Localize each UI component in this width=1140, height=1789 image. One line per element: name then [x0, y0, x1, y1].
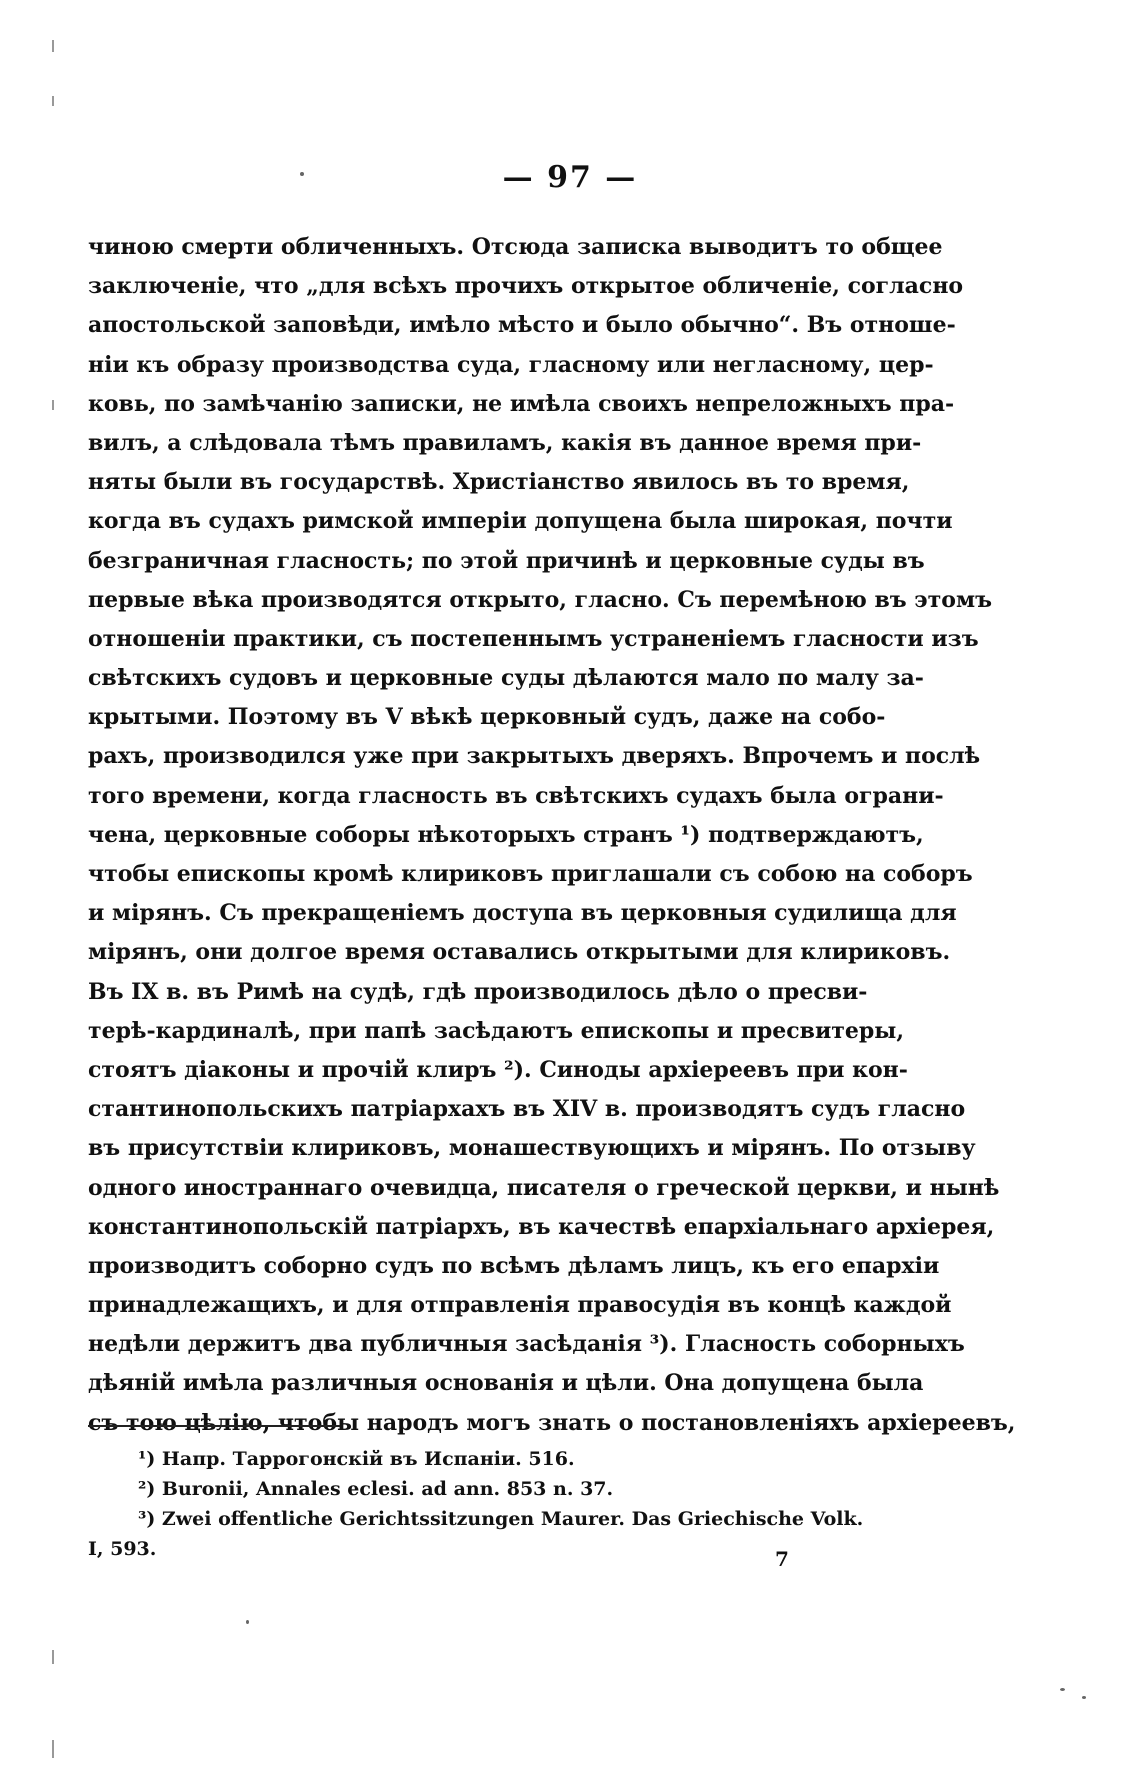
scan-margin-mark	[52, 40, 54, 52]
body-line: заключеніе, что „для всѣхъ прочихъ открытое обличеніе, согласно	[88, 273, 964, 300]
body-text	[88, 228, 1016, 1443]
scan-margin-mark	[52, 1740, 54, 1758]
body-line: чтобы епископы кромѣ клириковъ приглашали съ собою на соборъ	[88, 861, 973, 887]
body-line: того времени, когда гласность въ свѣтскихъ судахъ была ограни-	[88, 782, 944, 809]
body-line: ковь, по замѣчанію записки, не имѣла своихъ непреложныхъ пра-	[88, 390, 955, 417]
footnote-3-continuation: I, 593.	[88, 1538, 157, 1560]
body-line: съ тою цѣлію, чтобы народъ могъ знать о постановленіяхъ архіереевъ,	[88, 1409, 1016, 1436]
body-line: ніи къ образу производства суда, гласному или негласному, цер-	[88, 351, 934, 378]
body-line: первые вѣка производятся открыто, гласно. Съ перемѣною въ этомъ	[88, 586, 992, 613]
scan-margin-mark	[52, 1650, 54, 1664]
scan-speck	[246, 1620, 249, 1624]
footnote-divider	[88, 1425, 340, 1427]
signature-mark: 7	[775, 1547, 789, 1571]
page-number: — 97 —	[502, 160, 638, 195]
body-line: одного иностраннаго очевидца, писателя о греческой церкви, и нынѣ	[88, 1174, 1000, 1201]
body-line: отношеніи практики, съ постепеннымъ устраненіемъ гласности изъ	[88, 625, 979, 652]
body-line: терѣ-кардиналѣ, при папѣ засѣдаютъ епископы и пресвитеры,	[88, 1017, 904, 1044]
body-line: крытыми. Поэтому въ V вѣкѣ церковный судъ, даже на собо-	[88, 704, 886, 731]
body-line: константинопольскій патріархъ, въ качествѣ епархіальнаго архіерея,	[88, 1213, 995, 1240]
body-line: въ присутствіи клириковъ, монашествующихъ и мірянъ. По отзыву	[88, 1135, 976, 1162]
body-line: мірянъ, они долгое время оставались открытыми для клириковъ.	[88, 939, 951, 966]
body-line: Въ IX в. въ Римѣ на судѣ, гдѣ производилось дѣло о пресви-	[88, 978, 868, 1005]
body-line: производитъ соборно судъ по всѣмъ дѣламъ лицъ, къ его епархіи	[88, 1252, 940, 1279]
body-line: когда въ судахъ римской имперіи допущена была широкая, почти	[88, 508, 953, 535]
scan-speck	[1060, 1688, 1065, 1691]
body-line: свѣтскихъ судовъ и церковные суды дѣлаются мало по малу за-	[88, 665, 924, 692]
scan-margin-mark	[52, 400, 54, 410]
body-line: недѣли держитъ два публичныя засѣданія ³). Гласность соборныхъ	[88, 1331, 965, 1358]
body-line: апостольской заповѣди, имѣло мѣсто и было обычно“. Въ отноше-	[88, 312, 956, 339]
body-line: няты были въ государствѣ. Христіанство явилось въ то время,	[88, 469, 910, 496]
footnotes	[88, 1444, 864, 1564]
footnote-1: ¹) Напр. Таррогонскій въ Испаніи. 516.	[138, 1448, 575, 1470]
scan-margin-mark	[52, 96, 54, 106]
body-line: дѣяній имѣла различныя основанія и цѣли. Она допущена была	[88, 1370, 924, 1397]
body-line: стоятъ діаконы и прочій клиръ ²). Синоды архіереевъ при кон-	[88, 1056, 908, 1083]
body-line: и мірянъ. Съ прекращеніемъ доступа въ церковныя судилища для	[88, 900, 957, 927]
body-line: рахъ, производился уже при закрытыхъ дверяхъ. Впрочемъ и послѣ	[88, 743, 981, 770]
footnote-3: ³) Zwei offentliche Gerichtssitzungen Maurer. Das Griechische Volk.	[138, 1508, 864, 1530]
footnote-2: ²) Buronii, Annales eclesi. ad ann. 853 n. 37.	[138, 1478, 614, 1500]
scan-speck	[1082, 1696, 1086, 1699]
body-line: вилъ, а слѣдовала тѣмъ правиламъ, какія въ данное время при-	[88, 429, 922, 456]
body-line: чиною смерти обличенныхъ. Отсюда записка выводитъ то общее	[88, 234, 943, 260]
body-line: стантинопольскихъ патріархахъ въ XIV в. производятъ судъ гласно	[88, 1096, 966, 1123]
body-line: чена, церковные соборы нѣкоторыхъ странъ ¹) подтверждаютъ,	[88, 821, 924, 848]
body-line: принадлежащихъ, и для отправленія правосудія въ концѣ каждой	[88, 1292, 952, 1319]
body-line: безграничная гласность; по этой причинѣ и церковные суды въ	[88, 547, 925, 574]
